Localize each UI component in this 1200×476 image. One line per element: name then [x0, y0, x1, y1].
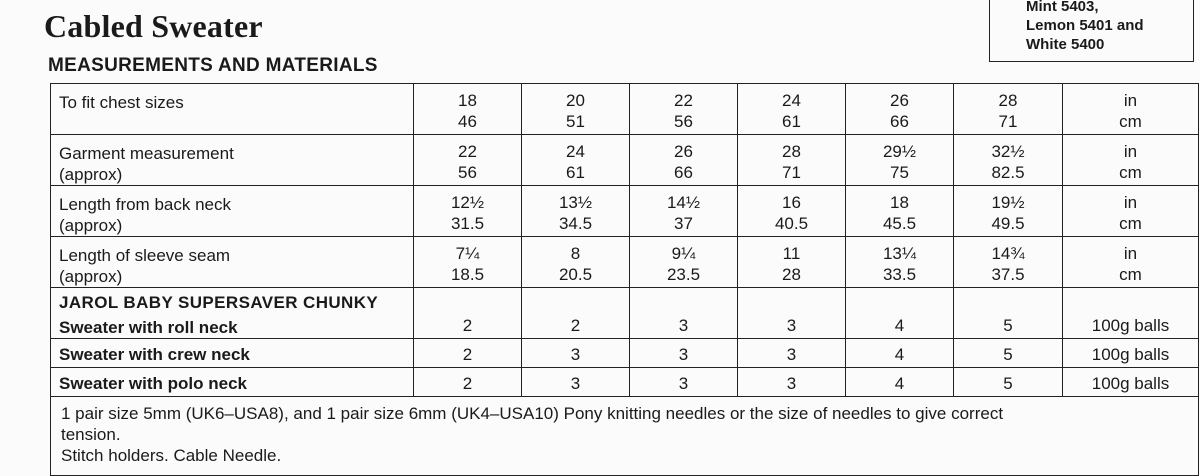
measurement-row [51, 237, 1199, 288]
unit-label: cm [1119, 265, 1142, 284]
yarn-cell: 2 [414, 368, 522, 397]
value-in: 12½ [450, 193, 485, 212]
yarn-cell: 3 [522, 368, 630, 397]
yarn-cell: 4 [846, 339, 954, 368]
measurement-cell [738, 84, 846, 135]
value-cm: 82.5 [991, 163, 1025, 182]
measurement-cell [738, 135, 846, 186]
page-title: Cabled Sweater [44, 8, 263, 44]
measurement-label: Garment measurement [59, 144, 234, 163]
measurement-cell [522, 186, 630, 237]
yarn-row [51, 368, 1199, 397]
value-cm: 61 [566, 163, 585, 182]
value-in: 18 [458, 91, 477, 110]
value-cm: 23.5 [666, 265, 701, 284]
value-cm: 49.5 [991, 214, 1025, 233]
yarn-cell: 3 [630, 288, 738, 339]
value-in: 7¼ [455, 244, 480, 263]
measurement-label: (approx) [59, 267, 123, 286]
measurement-cell [954, 186, 1063, 237]
unit-label: cm [1119, 214, 1142, 233]
yarn-cell: 5 [954, 368, 1063, 397]
colour-line: Lemon 5401 and [1026, 17, 1144, 34]
measurement-cell [846, 135, 954, 186]
measurement-label-cell [51, 84, 414, 135]
measurement-cell [414, 237, 522, 288]
unit-label: cm [1119, 163, 1142, 182]
value-in: 20 [566, 91, 585, 110]
yarn-cell: 2 [522, 288, 630, 339]
measurement-cell [522, 135, 630, 186]
yarn-cell: 3 [630, 339, 738, 368]
value-in: 29½ [882, 142, 917, 161]
measurement-label: (approx) [59, 216, 123, 235]
value-cm: 37.5 [991, 265, 1025, 284]
value-in: 26 [890, 91, 909, 110]
measurement-cell [630, 84, 738, 135]
yarn-row-label: Sweater with roll neck [59, 318, 238, 337]
value-in: 32½ [991, 142, 1025, 161]
value-cm: 20.5 [558, 265, 593, 284]
measurement-cell [846, 186, 954, 237]
value-in: 24 [782, 91, 801, 110]
measurement-label-cell [51, 186, 414, 237]
measurement-cell [414, 186, 522, 237]
value-cm: 18.5 [450, 265, 485, 284]
yarn-cell: 3 [738, 288, 846, 339]
measurement-cell [846, 237, 954, 288]
measurement-cell [522, 237, 630, 288]
measurement-label: Length from back neck [59, 195, 231, 214]
yarn-cell: 3 [738, 339, 846, 368]
value-in: 24 [566, 142, 585, 161]
yarn-cell: 5 [954, 339, 1063, 368]
yarn-cell: 4 [846, 288, 954, 339]
value-cm: 71 [782, 163, 801, 182]
yarn-heading-row [51, 288, 1199, 339]
measurement-cell [954, 84, 1063, 135]
unit-label: in [1123, 244, 1138, 263]
value-cm: 37 [674, 214, 693, 233]
value-cm: 66 [890, 112, 909, 131]
colour-box [989, 0, 1194, 62]
value-in: 8 [570, 244, 581, 263]
measurement-cell [630, 135, 738, 186]
yarn-cell: 3 [522, 339, 630, 368]
measurement-cell [846, 84, 954, 135]
notes-row [51, 397, 1199, 476]
unit-cell [1063, 186, 1199, 237]
notes-line: tension. [61, 425, 121, 444]
yarn-cell: 5 [954, 288, 1063, 339]
value-in: 14¾ [991, 244, 1025, 263]
value-cm: 28 [782, 265, 801, 284]
measurement-cell [738, 237, 846, 288]
yarn-unit: 100g balls [1063, 288, 1199, 339]
measurement-label: (approx) [59, 165, 123, 184]
notes-line: Stitch holders. Cable Needle. [61, 446, 282, 465]
value-cm: 61 [782, 112, 801, 131]
yarn-row-label: Sweater with polo neck [51, 368, 414, 397]
value-in: 19½ [991, 193, 1025, 212]
measurement-cell [954, 237, 1063, 288]
measurement-label-cell [51, 237, 414, 288]
yarn-cell: 4 [846, 368, 954, 397]
value-in: 18 [890, 193, 909, 212]
measurement-row [51, 84, 1199, 135]
unit-cell [1063, 135, 1199, 186]
value-cm: 56 [458, 163, 477, 182]
yarn-row [51, 339, 1199, 368]
yarn-heading: JAROL BABY SUPERSAVER CHUNKY [59, 293, 379, 312]
value-in: 11 [782, 244, 801, 263]
measurement-cell [414, 135, 522, 186]
value-in: 22 [674, 91, 693, 110]
value-in: 26 [674, 142, 693, 161]
unit-cell [1063, 237, 1199, 288]
notes-line: 1 pair size 5mm (UK6–USA8), and 1 pair size 6mm (UK4–USA10) Pony knitting needles or the size of needles to give correct [61, 404, 1004, 423]
measurement-label: Length of sleeve seam [59, 246, 231, 265]
section-heading: MEASUREMENTS AND MATERIALS [48, 55, 378, 76]
value-cm: 71 [998, 112, 1018, 131]
value-in: 13½ [558, 193, 593, 212]
yarn-heading-cell [51, 288, 414, 339]
measurement-label-cell [51, 135, 414, 186]
value-in: 22 [458, 142, 477, 161]
measurement-cell [522, 84, 630, 135]
unit-label: cm [1119, 112, 1142, 131]
value-in: 28 [782, 142, 801, 161]
value-cm: 75 [890, 163, 909, 182]
measurement-cell [630, 186, 738, 237]
value-cm: 56 [674, 112, 693, 131]
measurement-cell [414, 84, 522, 135]
value-cm: 34.5 [558, 214, 593, 233]
measurement-cell [630, 237, 738, 288]
value-cm: 31.5 [450, 214, 485, 233]
colour-line: White 5400 [1026, 36, 1105, 53]
yarn-cell: 2 [414, 339, 522, 368]
measurements-table [50, 83, 1199, 476]
unit-label: in [1123, 193, 1138, 212]
yarn-row-label: Sweater with crew neck [51, 339, 414, 368]
unit-label: in [1123, 91, 1138, 110]
value-cm: 66 [674, 163, 693, 182]
notes-cell [51, 397, 1199, 476]
value-cm: 45.5 [882, 214, 917, 233]
yarn-cell: 3 [630, 368, 738, 397]
measurement-row [51, 186, 1199, 237]
yarn-cell: 3 [738, 368, 846, 397]
measurement-cell [738, 186, 846, 237]
unit-cell [1063, 84, 1199, 135]
measurement-cell [954, 135, 1063, 186]
unit-label: in [1123, 142, 1138, 161]
value-in: 14½ [666, 193, 701, 212]
yarn-unit: 100g balls [1063, 368, 1199, 397]
value-cm: 46 [458, 112, 477, 131]
value-cm: 40.5 [774, 214, 809, 233]
value-in: 9¼ [671, 244, 696, 263]
colour-line: Mint 5403, [1026, 0, 1099, 15]
yarn-unit: 100g balls [1063, 339, 1199, 368]
measurement-label: To fit chest sizes [59, 93, 184, 112]
value-cm: 51 [566, 112, 585, 131]
value-in: 16 [782, 193, 801, 212]
value-in: 28 [998, 91, 1018, 110]
value-in: 13¼ [882, 244, 917, 263]
value-cm: 33.5 [882, 265, 917, 284]
yarn-cell: 2 [414, 288, 522, 339]
measurement-row [51, 135, 1199, 186]
